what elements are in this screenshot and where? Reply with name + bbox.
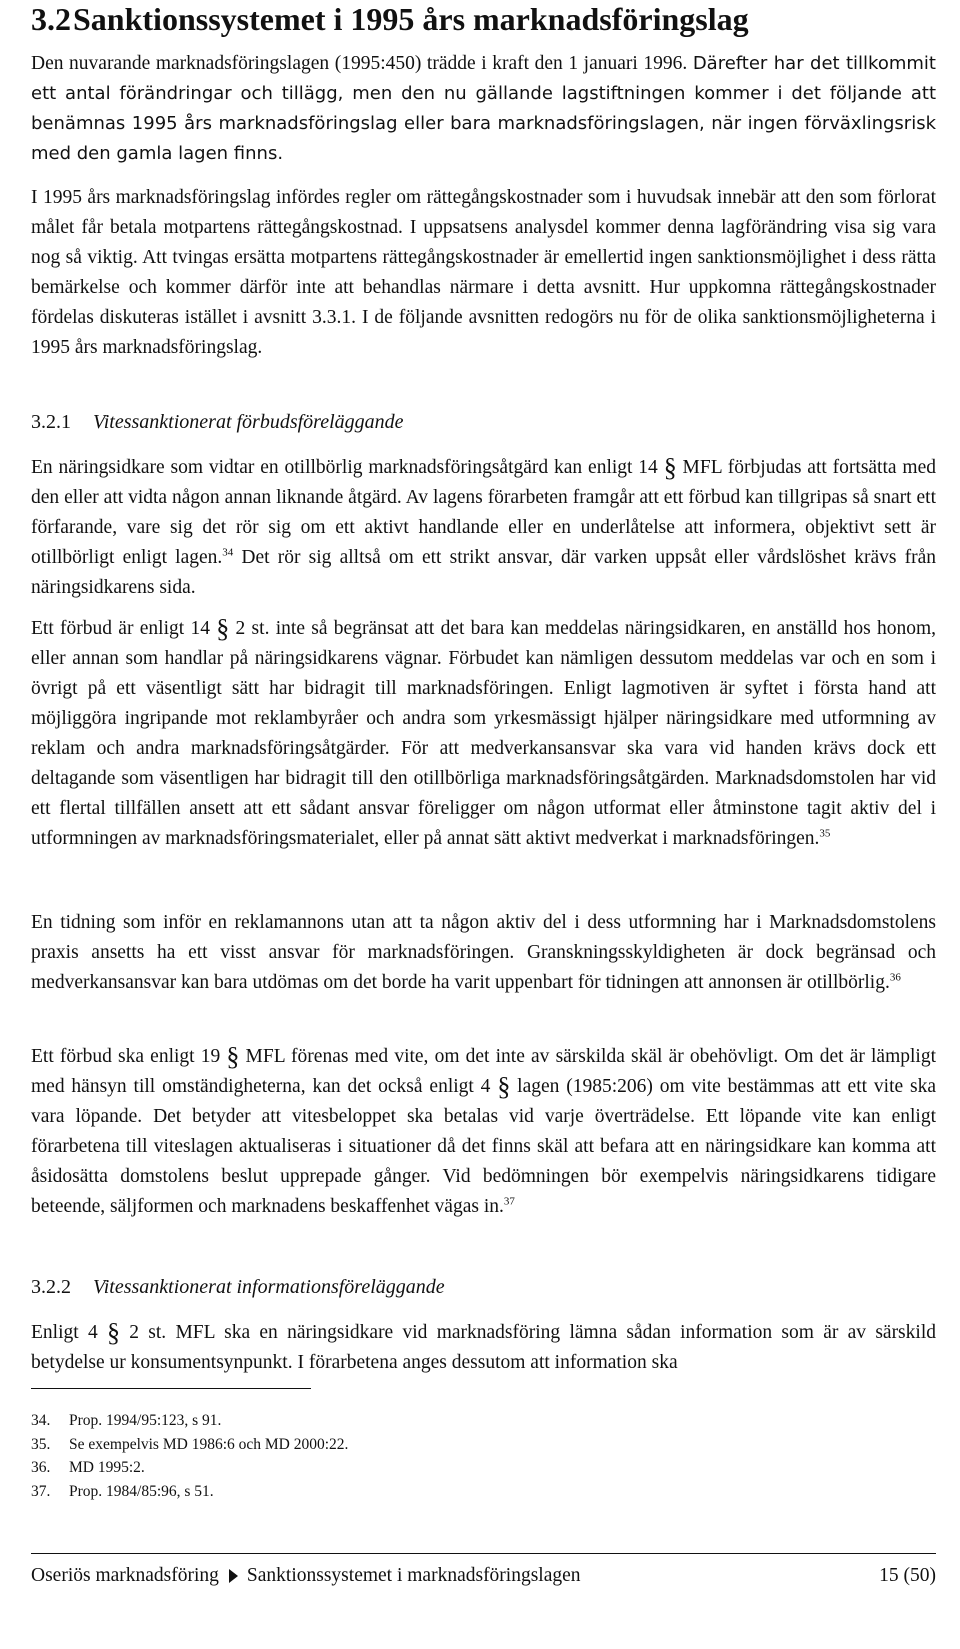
- text-run: Den nuvarande marknadsföringslagen (1995:450) trädde i kraft den 1 januari 1996.: [31, 53, 693, 74]
- text-run: För att medverkansansvar ska vara vid handen krävs dock ett deltagande som väsentligen har bidragit till den otillbörliga marknadsföringsåtgärden.: [31, 738, 936, 789]
- paragraph-participation: [31, 614, 936, 854]
- text-run: I förarbetena anges dessutom att information ska: [297, 1352, 678, 1373]
- section-sign: §: [497, 1072, 511, 1101]
- subsection-title: Vitessanktionerat informationsföreläggande: [93, 1276, 445, 1298]
- footnote-text: MD 1995:2.: [69, 1459, 145, 1476]
- footnote-ref: 36: [889, 971, 901, 984]
- text-run: Därefter har det tillkommit ett antal förändringar och tillägg, men den nu gällande lagstiftningen kommer i det följande att benämnas 1995 års marknadsföringslag eller bara marknadsföringslagen, när ingen förväxlingsrisk med den gamla lagen finns.: [31, 53, 936, 164]
- text-run: Det rör sig alltså om ett strikt ansvar, där varken uppsåt eller vårdslöshet krävs från näringsidkarens sida.: [31, 547, 936, 598]
- footer-document-title: Oseriös marknadsföring: [31, 1565, 219, 1586]
- text-run: Det betyder att vitesbeloppet ska betalas vid varje överträdelse.: [153, 1106, 706, 1127]
- paragraph-information: [31, 1318, 936, 1378]
- paragraph-prohibition: [31, 453, 936, 603]
- footnote-34: [31, 1409, 936, 1433]
- section-title: Sanktionssystemet i 1995 års marknadsföringslag: [73, 1, 749, 37]
- text-run: MFL förenas med vite, om det inte av särskilda skäl är obehövligt.: [239, 1046, 785, 1067]
- text-run: Ett löpande vite kan enligt förarbetena till viteslagen aktualiseras i situationer då det finns skäl att befara att en näringsidkare kan komma att åsidosätta domstolens beslut upprepade gånger.: [31, 1106, 936, 1187]
- page-footer: [31, 1563, 936, 1589]
- subsection-number: 3.2.1: [31, 411, 71, 433]
- text-run: Enligt 4: [31, 1322, 107, 1343]
- text-run: Av lagens förarbeten framgår att ett förbud kan tillgripas så snart ett förfarande, vare sig det rör sig om ett aktivt handlande eller en underlåtelse att informera, objektivt sett är otillbörligt enligt lagen.: [31, 487, 936, 568]
- text-run: En tidning som inför en reklamannons utan att ta någon aktiv del i dess utformning har i Marknadsdomstolens praxis ansetts ha ett visst ansvar för marknadsföringen.: [31, 912, 936, 963]
- section-number: 3.2: [31, 1, 71, 37]
- footnotes: [31, 1409, 936, 1503]
- footnote-separator: [31, 1388, 311, 1389]
- footnote-ref: 37: [503, 1195, 515, 1208]
- footnote-36: [31, 1456, 936, 1480]
- text-run: Enligt lagmotiven är syftet i första hand att möjliggöra ingripande mot reklambyråer och andra som yrkesmässigt hjälper näringsidkare med utformning av reklam och andra marknadsföringsåtgärder.: [31, 678, 936, 759]
- footer-separator: [31, 1553, 936, 1554]
- subsection-heading-3-2-1: [31, 410, 404, 434]
- footnote-number: 35.: [31, 1435, 51, 1453]
- footnote-text: Prop. 1994/95:123, s 91.: [69, 1412, 222, 1429]
- section-sign: §: [216, 614, 230, 643]
- footnote-37: [31, 1480, 936, 1504]
- page-number: 15 (50): [879, 1565, 936, 1586]
- text-run: Ett förbud ska enligt 19: [31, 1046, 227, 1067]
- section-heading: [31, 1, 749, 37]
- text-run: lagen (1985:206) om vite bestämmas att ett vite ska vara löpande.: [31, 1076, 936, 1127]
- text-run: 2 st. inte så begränsat att det bara kan meddelas näringsidkaren, en anställd hos honom, eller annan som handlar på näringsidkarens vägnar.: [31, 618, 936, 669]
- text-run: Marknadsdomstolen har vid ett flertal tillfällen ansett att ett sådant ansvar föreligger om någon utformat eller åtminstone tagit aktiv del i utformningen av marknadsföringsmaterialet, eller på annat sätt aktivt medverkat i marknadsföringen.: [31, 768, 937, 849]
- section-sign: §: [663, 453, 677, 482]
- footnote-text: Se exempelvis MD 1986:6 och MD 2000:22.: [69, 1435, 349, 1453]
- text-run: Om det är lämpligt med hänsyn till omständigheterna, kan det också enligt 4: [31, 1046, 936, 1097]
- footer-chapter-title: Sanktionssystemet i marknadsföringslagen: [246, 1565, 581, 1586]
- footnote-number: 36.: [31, 1459, 51, 1476]
- paragraph-costs: [31, 183, 936, 363]
- text-run: I uppsatsens analysdel kommer denna lagförändring visa sig vara nog så viktig.: [31, 217, 936, 268]
- footnote-number: 34.: [31, 1412, 51, 1429]
- text-run: Granskningsskyldigheten är dock begränsad och medverkansansvar kan bara utdömas om det borde ha varit uppenbart för tidningen att annonsen är otillbörlig.: [31, 942, 937, 993]
- paragraph-intro: [31, 49, 936, 169]
- section-sign: §: [226, 1042, 240, 1071]
- section-sign: §: [106, 1318, 120, 1347]
- footnote-text: Prop. 1984/85:96, s 51.: [69, 1482, 214, 1500]
- text-run: Vid bedömningen bör exempelvis näringsidkarens tidigare beteende, säljformen och marknadens beskaffenhet vägas in.: [31, 1166, 936, 1217]
- text-run: 2 st. MFL ska en näringsidkare vid marknadsföring lämna sådan information som är av särskild betydelse ur konsumentsynpunkt.: [31, 1322, 936, 1373]
- text-run: I de följande avsnitten redogörs nu för de olika sanktionsmöjligheterna i 1995 års marknadsföringslag.: [31, 307, 937, 358]
- text-run: Förbudet kan nämligen dessutom meddelas var och en som i övrigt på ett väsentligt sätt har bidragit till marknadsföringen.: [31, 648, 936, 699]
- text-run: Att tvingas ersätta motpartens rättegångskostnader är emellertid ingen sanktionsmöjlighet i dess rätta bemärkelse och kommer därför inte att behandlas närmare i detta avsnitt.: [31, 247, 936, 298]
- paragraph-fine: [31, 1042, 936, 1222]
- text-run: I 1995 års marknadsföringslag infördes regler om rättegångskostnader som i huvudsak innebär att den som förlorat målet får betala motpartens rättegångskostnad.: [31, 187, 936, 238]
- footnote-number: 37.: [31, 1482, 51, 1500]
- text-run: En näringsidkare som vidtar en otillbörlig marknadsföringsåtgärd kan enligt 14: [31, 457, 664, 478]
- subsection-title: Vitessanktionerat förbudsföreläggande: [93, 411, 404, 433]
- triangle-right-icon: [229, 1569, 238, 1583]
- paragraph-newspaper: [31, 908, 936, 998]
- text-run: Hur uppkomna rättegångskostnader fördelas diskuteras istället i avsnitt 3.3.1.: [31, 277, 936, 328]
- footnote-ref: 35: [819, 827, 831, 840]
- subsection-heading-3-2-2: [31, 1275, 445, 1299]
- subsection-number: 3.2.2: [31, 1276, 71, 1298]
- footnote-ref: 34: [222, 546, 234, 559]
- text-run: Ett förbud är enligt 14: [31, 618, 217, 639]
- footnote-35: [31, 1433, 936, 1457]
- text-run: MFL förbjudas att fortsätta med den eller att vidta någon annan liknande åtgärd.: [31, 457, 936, 508]
